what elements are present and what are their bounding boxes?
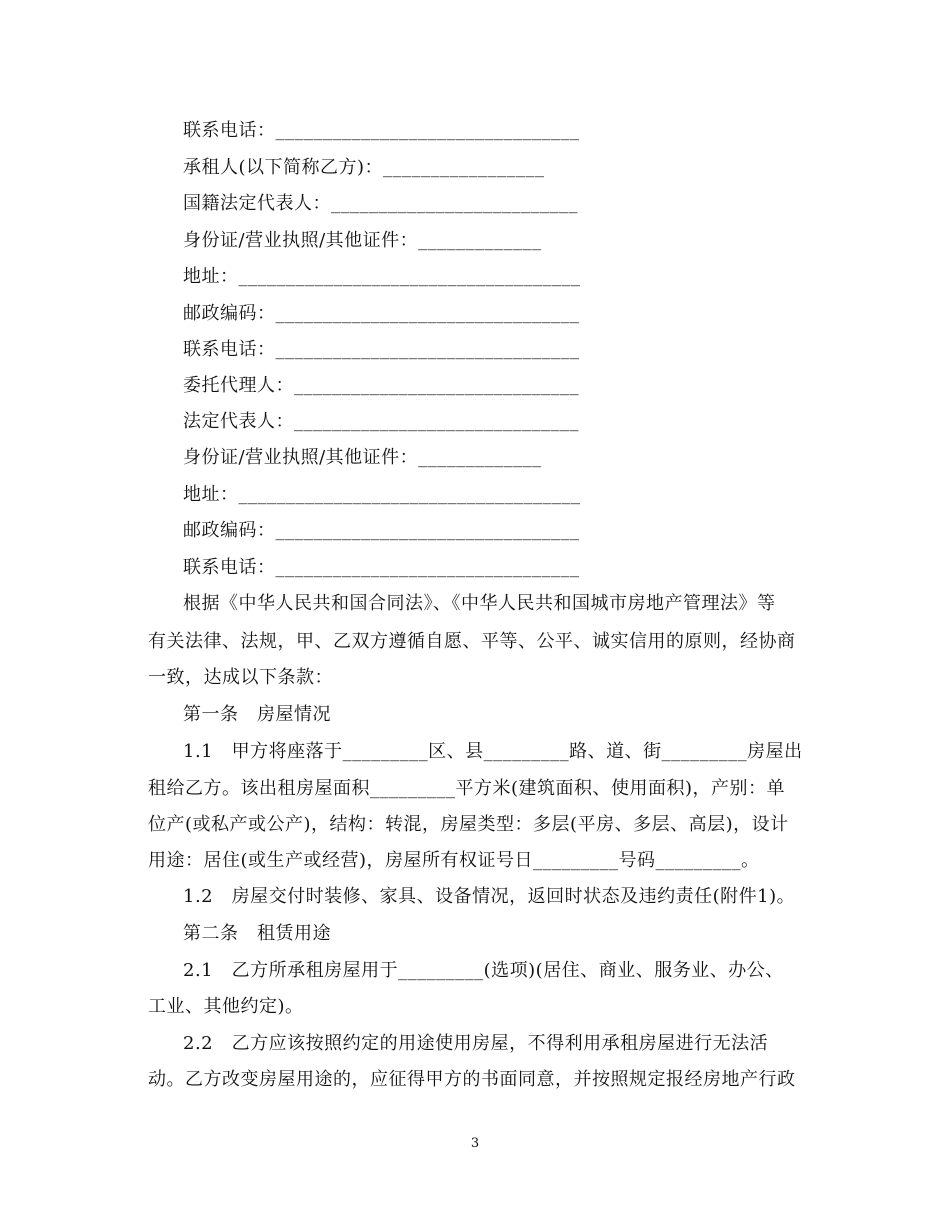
contact-phone-line-1: 联系电话：________________________________ bbox=[183, 120, 580, 141]
nationality-rep-line: 国籍法定代表人：__________________________ bbox=[183, 193, 578, 214]
clause-1-2: 1.2 房屋交付时装修、家具、设备情况，返回时状态及违约责任(附件1)。 bbox=[183, 886, 796, 907]
page-number: 3 bbox=[470, 1136, 480, 1151]
article-2-heading: 第二条 租赁用途 bbox=[183, 923, 331, 944]
clause-1-1-line-3: 位产(或私产或公产)，结构：转混，房屋类型：多层(平房、多层、高层)，设计 bbox=[148, 814, 789, 835]
clause-2-2-line-1: 2.2 乙方应该按照约定的用途使用房屋，不得利用承租房屋进行无法活 bbox=[183, 1033, 769, 1054]
id-license-line-2: 身份证/营业执照/其他证件：_____________ bbox=[183, 447, 542, 468]
address-line-2: 地址：____________________________________ bbox=[183, 484, 581, 505]
clause-1-1-line-1: 1.1 甲方将座落于_________区、县_________路、道、街_________房屋出 bbox=[183, 741, 803, 762]
clause-1-1-line-2: 租给乙方。该出租房屋面积_________平方米(建筑面积、使用面积)，产别：单 bbox=[148, 778, 786, 799]
contact-phone-line-3: 联系电话：________________________________ bbox=[183, 557, 580, 578]
clause-1-1-line-4: 用途：居住(或生产或经营)，房屋所有权证号日_________号码_________。 bbox=[148, 850, 760, 871]
postal-code-line-1: 邮政编码：________________________________ bbox=[183, 303, 580, 324]
article-1-heading: 第一条 房屋情况 bbox=[183, 704, 331, 725]
address-line-1: 地址：____________________________________ bbox=[183, 266, 581, 287]
agent-line: 委托代理人：______________________________ bbox=[183, 375, 579, 396]
clause-2-2-line-2: 动。乙方改变房屋用途的，应征得甲方的书面同意，并按照规定报经房地产行政 bbox=[148, 1069, 796, 1090]
legal-rep-line: 法定代表人：______________________________ bbox=[183, 411, 579, 432]
lessee-line: 承租人(以下简称乙方)：_________________ bbox=[183, 157, 545, 178]
id-license-line-1: 身份证/营业执照/其他证件：_____________ bbox=[183, 230, 542, 251]
paragraph-basis-line-2: 有关法律、法规，甲、乙双方遵循自愿、平等、公平、诚实信用的原则，经协商 bbox=[148, 631, 796, 652]
postal-code-line-2: 邮政编码：________________________________ bbox=[183, 520, 580, 541]
clause-2-1-line-1: 2.1 乙方所承租房屋用于_________(选项)(居住、商业、服务业、办公、 bbox=[183, 960, 784, 981]
paragraph-basis-line-1: 根据《中华人民共和国合同法》、《中华人民共和国城市房地产管理法》等 bbox=[183, 593, 776, 614]
clause-2-1-line-2: 工业、其他约定)。 bbox=[148, 996, 304, 1017]
paragraph-basis-line-3: 一致，达成以下条款： bbox=[148, 667, 333, 688]
contact-phone-line-2: 联系电话：________________________________ bbox=[183, 339, 580, 360]
